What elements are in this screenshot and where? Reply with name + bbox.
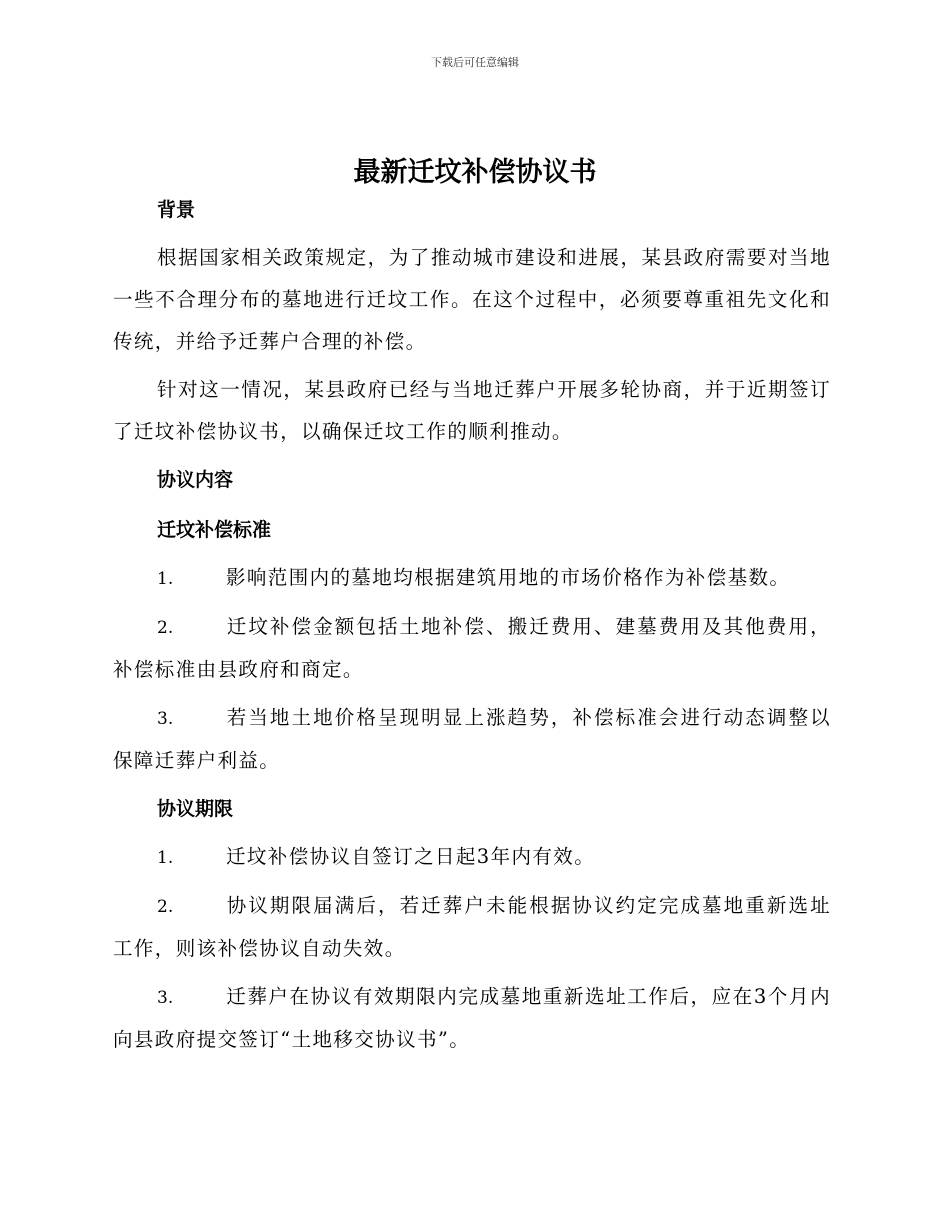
paragraph: 根据国家相关政策规定，为了推动城市建设和进展，某县政府需要对当地一些不合理分布的墓地进行迁坟工作。在这个过程中，必须要尊重祖先文化和传统，并给予迁葬户合理的补偿。 xyxy=(113,246,831,353)
list-item-number: 1. xyxy=(157,569,174,589)
paragraph: 针对这一情况，某县政府已经与当地迁葬户开展多轮协商，并于近期签订了迁坟补偿协议书，以确保迁坟工作的顺利推动。 xyxy=(113,378,831,443)
list-item xyxy=(113,885,831,970)
heading-compensation-standard: 迁坟补偿标准 xyxy=(157,519,272,541)
list-item-number: 3. xyxy=(157,709,174,729)
document-title: 最新迁坟补偿协议书 xyxy=(353,157,597,188)
heading-background: 背景 xyxy=(157,199,196,221)
list-item-text: 协议期限届满后，若迁葬户未能根据协议约定完成墓地重新选址工作，则该补偿协议自动失效。 xyxy=(113,894,831,960)
list-item xyxy=(113,606,831,691)
list-item xyxy=(113,557,831,600)
list-item-number: 3. xyxy=(157,988,174,1008)
list-item-number: 2. xyxy=(157,618,174,638)
heading-agreement-content: 协议内容 xyxy=(157,469,234,491)
list-item-text: 影响范围内的墓地均根据建筑用地的市场价格作为补偿基数。 xyxy=(226,566,791,589)
heading-agreement-term: 协议期限 xyxy=(157,798,234,820)
document-body xyxy=(113,193,831,1061)
list-item xyxy=(113,976,831,1061)
list-item xyxy=(113,836,831,879)
list-item-text: 迁坟补偿协议自签订之日起3年内有效。 xyxy=(226,845,596,868)
list-item-text: 迁葬户在协议有效期限内完成墓地重新选址工作后，应在3个月内向县政府提交签订“土地移交协议书”。 xyxy=(113,985,831,1051)
list-item-text: 迁坟补偿金额包括土地补偿、搬迁费用、建墓费用及其他费用，补偿标准由县政府和商定。 xyxy=(113,615,831,681)
list-item-text: 若当地土地价格呈现明显上涨趋势，补偿标准会进行动态调整以保障迁葬户利益。 xyxy=(113,706,831,772)
page-header-note: 下载后可任意编辑 xyxy=(431,56,519,69)
list-item-number: 2. xyxy=(157,897,174,917)
list-item xyxy=(113,697,831,782)
list-item-number: 1. xyxy=(157,848,174,868)
